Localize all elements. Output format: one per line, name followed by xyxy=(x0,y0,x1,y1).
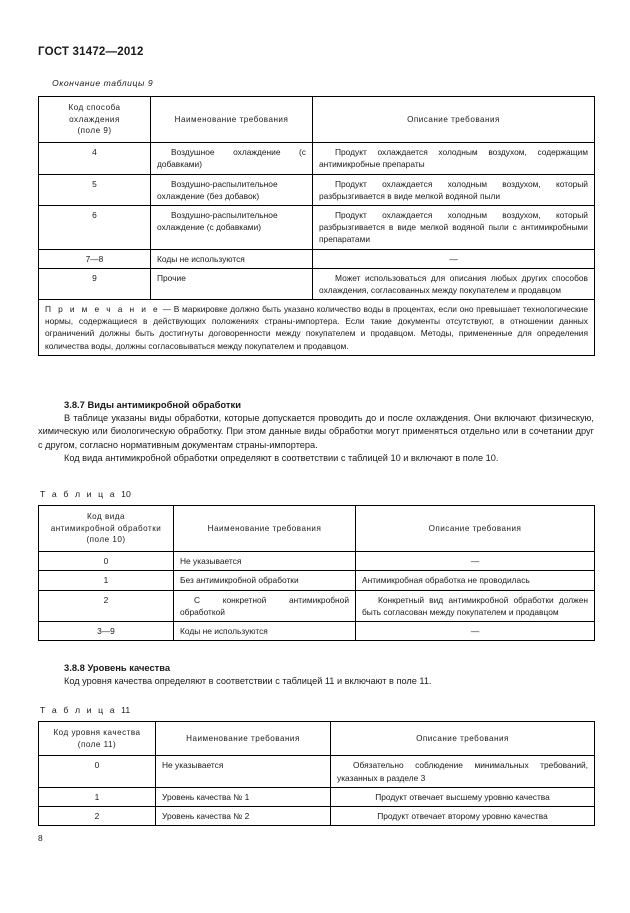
table11-row0-description: Обязательно соблюдение минимальных требований, указанных в разделе 3 xyxy=(331,756,595,787)
table-row xyxy=(39,571,595,590)
table9-row2-code: 6 xyxy=(39,205,151,249)
table10-row1-code: 1 xyxy=(39,571,174,590)
table10-row0-description: — xyxy=(356,552,595,571)
table9-head xyxy=(39,97,595,143)
table9-row1-name: Воздушно-распылительное охлаждение (без добавок) xyxy=(151,174,313,205)
table10-row3-name: Коды не используются xyxy=(174,621,356,640)
table9-row2-description: Продукт охлаждается холодным воздухом, который разбрызгивается в виде мелкой водяной пыли с антимикробными препаратами xyxy=(313,205,595,249)
table10-row3-description: — xyxy=(356,621,595,640)
table-11 xyxy=(38,721,595,826)
table11-caption xyxy=(40,705,130,715)
table-row xyxy=(39,756,595,787)
table9-row2-name: Воздушно-распылительное охлаждение (с добавками) xyxy=(151,205,313,249)
table11-row1-name: Уровень качества № 1 xyxy=(156,787,331,806)
table10-caption xyxy=(40,489,131,499)
table11-head xyxy=(39,722,595,756)
table9-row0-code: 4 xyxy=(39,143,151,174)
table9-row3-description: — xyxy=(313,249,595,268)
table10-header-row xyxy=(39,506,595,552)
table10-head xyxy=(39,506,595,552)
table9-note-label: П р и м е ч а н и е xyxy=(45,304,160,315)
table9-row0-description: Продукт охлаждается холодным воздухом, содержащим антимикробные препараты xyxy=(313,143,595,174)
table-row xyxy=(39,174,595,205)
table10-row0-code: 0 xyxy=(39,552,174,571)
section-3-8-7-paragraph-1: В таблице указаны виды обработки, которые допускается проводить до и после охлаждения. Они включают физическую, химическую или биологическую обработку. При этом данные виды обработки могут применяться отдельно или в сочетании друг с другом, согласно нормативным документам страны-импортера. xyxy=(38,413,594,450)
table10-header-code: Код вида антимикробной обработки (поле 10) xyxy=(39,506,174,552)
table-row xyxy=(39,621,595,640)
table11-row1-description: Продукт отвечает высшему уровню качества xyxy=(331,787,595,806)
table11-header-code: Код уровня качества (поле 11) xyxy=(39,722,156,756)
table11-row2-name: Уровень качества № 2 xyxy=(156,807,331,826)
section-3-8-7-paragraph-2: Код вида антимикробной обработки определяют в соответствии с таблицей 10 и включают в поле 10. xyxy=(64,453,499,464)
section-3-8-8-title: 3.8.8 Уровень качества xyxy=(64,662,171,673)
table9-header-row xyxy=(39,97,595,143)
table10-row2-description: Конкретный вид антимикробной обработки должен быть согласован между покупателем и продавцом xyxy=(356,590,595,621)
table9-row1-code: 5 xyxy=(39,174,151,205)
table9-row1-description: Продукт охлаждается холодным воздухом, который разбрызгивается в виде мелкой водяной пыли xyxy=(313,174,595,205)
table9-caption xyxy=(52,78,153,88)
table10-row2-name: С конкретной антимикробной обработкой xyxy=(174,590,356,621)
table11-header-row xyxy=(39,722,595,756)
table9-header-description: Описание требования xyxy=(313,97,595,143)
section-3-8-7 xyxy=(38,399,594,466)
table9-note xyxy=(39,300,595,356)
standard-identifier: ГОСТ 31472—2012 xyxy=(38,46,144,58)
table10-caption-number: 10 xyxy=(121,489,131,499)
table-row xyxy=(39,205,595,249)
table9-row3-name: Коды не используются xyxy=(151,249,313,268)
table9-header-code: Код способа охлаждения (поле 9) xyxy=(39,97,151,143)
table11-row0-name: Не указывается xyxy=(156,756,331,787)
table11-row0-code: 0 xyxy=(39,756,156,787)
table-row xyxy=(39,807,595,826)
table10-row1-description: Антимикробная обработка не проводилась xyxy=(356,571,595,590)
table9-note-text: — В маркировке должно быть указано количество воды в процентах, если оно превышает технологические нормы, содержащиеся в действующих положениях страны-импортера. Если такие документы отсутствуют, в отношении данных ограничений должны быть достигнуты договоренности между покупателем и продавцом. Методы, примененные для определения количества воды, должны согласовываться между покупателем и продавцом. xyxy=(45,304,588,351)
table-9 xyxy=(38,96,595,356)
table10-header-description: Описание требования xyxy=(356,506,595,552)
table9-body xyxy=(39,143,595,356)
table-row xyxy=(39,268,595,299)
table9-header-name: Наименование требования xyxy=(151,97,313,143)
table11-caption-prefix: Т а б л и ц а xyxy=(40,705,117,715)
table9-row4-description: Может использоваться для описания любых других способов охлаждения, согласованных между покупателем и продавцом xyxy=(313,268,595,299)
table-row xyxy=(39,143,595,174)
table10-row0-name: Не указывается xyxy=(174,552,356,571)
section-3-8-8-paragraph-1: Код уровня качества определяют в соответствии с таблицей 11 и включают в поле 11. xyxy=(64,676,432,686)
page-number: 8 xyxy=(38,833,43,843)
section-3-8-8 xyxy=(38,662,594,688)
table11-row2-code: 2 xyxy=(39,807,156,826)
table9-row4-name: Прочие xyxy=(151,268,313,299)
table-row xyxy=(39,787,595,806)
table-row xyxy=(39,249,595,268)
table11-header-description: Описание требования xyxy=(331,722,595,756)
table10-row2-code: 2 xyxy=(39,590,174,621)
table10-row1-name: Без антимикробной обработки xyxy=(174,571,356,590)
table10-row3-code: 3—9 xyxy=(39,621,174,640)
table9-row0-name: Воздушное охлаждение (с добавками) xyxy=(151,143,313,174)
table11-header-name: Наименование требования xyxy=(156,722,331,756)
table-10 xyxy=(38,505,595,641)
table9-row4-code: 9 xyxy=(39,268,151,299)
table11-caption-number: 11 xyxy=(121,705,131,715)
table9-caption-number: 9 xyxy=(147,78,153,88)
table-row xyxy=(39,552,595,571)
table10-body xyxy=(39,552,595,641)
table11-row2-description: Продукт отвечает второму уровню качества xyxy=(331,807,595,826)
table10-header-name: Наименование требования xyxy=(174,506,356,552)
table11-body xyxy=(39,756,595,826)
table9-caption-prefix: Окончание таблицы xyxy=(52,78,145,88)
table11-row1-code: 1 xyxy=(39,787,156,806)
table10-caption-prefix: Т а б л и ц а xyxy=(40,489,117,499)
table-row xyxy=(39,590,595,621)
table9-row3-code: 7—8 xyxy=(39,249,151,268)
section-3-8-7-title: 3.8.7 Виды антимикробной обработки xyxy=(64,399,241,410)
table9-note-row xyxy=(39,300,595,356)
